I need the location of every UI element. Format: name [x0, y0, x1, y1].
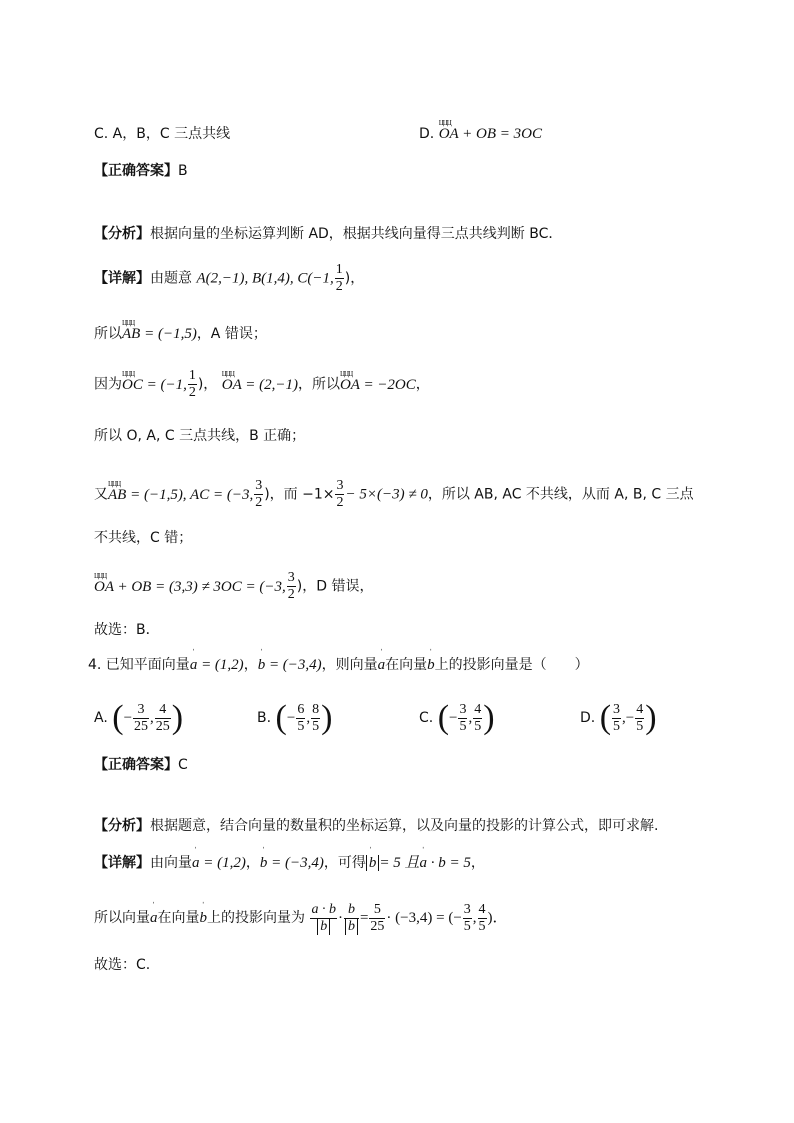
q3-line-6	[94, 570, 373, 603]
fraction-three-halves: $\frac{3}{2}$	[336, 478, 344, 510]
line-prefix: 又	[94, 486, 108, 503]
answer-value: B	[178, 163, 188, 179]
q3-analysis	[94, 224, 562, 244]
detail-tag: 【详解】	[94, 855, 150, 871]
option-c: C. A，B，C 三点共线	[94, 126, 231, 142]
magnitude-value: = 5 且	[379, 855, 420, 871]
fraction-unit-b: $\frac{b}{b}$	[344, 902, 359, 935]
option-d	[419, 124, 542, 144]
vector-a-def: ˈ a = (1,2)	[192, 853, 246, 873]
q4-stem	[88, 655, 589, 675]
line-suffix: ，	[415, 376, 430, 393]
analysis-tag: 【分析】	[94, 818, 150, 834]
line-suffix: ，所以 AB, AC 不共线，从而 A, B, C 三点	[427, 486, 694, 503]
answer-tag: 【正确答案】	[94, 163, 178, 179]
q3-line-2	[94, 368, 430, 401]
fraction-four-fifths: $\frac{4}{5}$	[478, 901, 486, 934]
vector-ab-eq: ЦЦЦ AB = (−1,5)	[122, 324, 197, 344]
proj-mid: 在向量	[157, 910, 200, 926]
line-mid: ，所以	[297, 376, 340, 393]
option-d-math: ЦЦЦ OA + OB = 3OC	[439, 124, 542, 144]
detail-tag: 【详解】	[94, 270, 150, 287]
line-prefix: 所以	[94, 326, 122, 342]
detail-sep: ，	[245, 855, 260, 871]
dot-product: ˈ a · b = 5	[419, 853, 470, 873]
option-d-label: D.	[419, 126, 435, 142]
cross-product: − 5×(−3) ≠ 0	[345, 486, 428, 503]
answer-tag: 【正确答案】	[94, 757, 178, 773]
fraction-one-half: $\frac{1}{2}$	[335, 262, 343, 294]
option-label: D.	[580, 710, 596, 726]
q4-projection: 所以向量ˈ a在向量ˈ b上的投影向量为 $\frac{a \cdot b}{b}$ · $\frac{b}{b}$ = $\frac{5}{25}$ · (−3,4) = (− $\frac{3}{5}$ , $\frac{4}{5}$ )．	[94, 898, 508, 938]
equals-sign: =	[359, 910, 369, 926]
vector-a: ˈ a	[378, 655, 386, 675]
vector-relation: ЦЦЦ OA = −2OC	[340, 375, 416, 395]
line-prefix: 因为	[94, 376, 122, 393]
fraction-dot-over-norm: $\frac{a \cdot b}{b}$	[311, 901, 336, 934]
q4-option-a: A. (− $\frac{3}{25}$ , $\frac{4}{25}$ )	[94, 699, 184, 736]
fraction-three-halves: $\frac{3}{2}$	[287, 570, 295, 602]
vector-a: ˈ a	[150, 898, 158, 938]
q3-conclusion: 故选：B．	[94, 622, 160, 638]
stem-mid: ，则向量	[321, 657, 378, 673]
vector-b-def: ˈ b = (−3,4)	[260, 853, 324, 873]
q4-conclusion: 故选：C.	[94, 957, 151, 973]
vector-b: ˈ b	[200, 898, 208, 938]
detail-close: )，	[344, 270, 365, 287]
detail-intro: 由题意	[150, 270, 192, 287]
stem-suffix: 上的投影向量是（ ）	[434, 657, 589, 673]
close-paren: )，	[197, 376, 218, 393]
q4-option-c: C. (− $\frac{3}{5}$ , $\frac{4}{5}$ )	[419, 699, 495, 736]
analysis-text: 根据向量的坐标运算判断 AD，根据共线向量得三点共线判断 BC．	[150, 226, 563, 242]
proj-mult: · (−3,4) = (−	[386, 910, 462, 926]
vector-oc-eq: ЦЦЦ OC = (−1,	[122, 375, 187, 395]
vector-b-def: ˈ b = (−3,4)	[258, 655, 322, 675]
vector-a-def: ˈ a = (1,2)	[190, 655, 244, 675]
q4-answer	[94, 755, 188, 775]
magnitude-b: ˈ b	[366, 855, 380, 871]
fraction-one-half: $\frac{1}{2}$	[188, 368, 196, 400]
q4-option-d: D. ( $\frac{3}{5}$ ,− $\frac{4}{5}$ )	[580, 699, 657, 736]
fraction-five-over-25: $\frac{5}{25}$	[370, 901, 385, 934]
proj-suffix: )．	[487, 910, 508, 926]
detail-points: A(2,−1), B(1,4), C(−1,	[196, 270, 334, 287]
detail-suffix: ，	[470, 855, 485, 871]
fraction-three-halves: $\frac{3}{2}$	[255, 478, 263, 510]
option-label: A.	[94, 710, 108, 726]
q3-answer	[94, 161, 188, 181]
fraction-three-fifths: $\frac{3}{5}$	[463, 901, 471, 934]
vector-oa-eq: ЦЦЦ OA = (2,−1)	[222, 375, 298, 395]
option-label: B.	[257, 710, 272, 726]
q3-detail	[94, 262, 364, 295]
line-suffix: ，A 错误；	[196, 326, 267, 342]
vector-ab-ac: ЦЦЦ AB = (−1,5), AC = (−3,	[108, 485, 253, 505]
analysis-tag: 【分析】	[94, 226, 150, 242]
detail-prefix: 由向量	[150, 855, 192, 871]
detail-mid: ，可得	[323, 855, 366, 871]
answer-value: C	[178, 757, 188, 773]
q3-line-5: 不共线，C 错；	[94, 530, 193, 546]
option-label: C.	[419, 710, 434, 726]
stem-sep: ，	[243, 657, 258, 673]
line-suffix: )，D 错误，	[296, 578, 374, 595]
stem-mid: 在向量	[385, 657, 428, 673]
proj-mid: 上的投影向量为	[207, 910, 305, 926]
q3-line-4	[94, 478, 694, 511]
q4-detail	[94, 853, 485, 873]
q4-analysis	[94, 816, 658, 836]
analysis-text: 根据题意，结合向量的数量积的坐标运算，以及向量的投影的计算公式，即可求解.	[150, 818, 659, 834]
q3-line-1	[94, 324, 267, 344]
line-mid: )，而 −1×	[264, 486, 335, 503]
q4-option-b: B. (− $\frac{6}{5}$ , $\frac{8}{5}$ )	[257, 699, 333, 736]
proj-prefix: 所以向量	[94, 910, 150, 926]
vector-b: ˈ b	[427, 655, 435, 675]
stem-prefix: 4. 已知平面向量	[88, 657, 190, 673]
vector-sum: ЦЦЦ OA + OB = (3,3) ≠ 3OC = (−3,	[94, 577, 286, 597]
q3-line-3: 所以 O, A, C 三点共线，B 正确；	[94, 428, 306, 444]
